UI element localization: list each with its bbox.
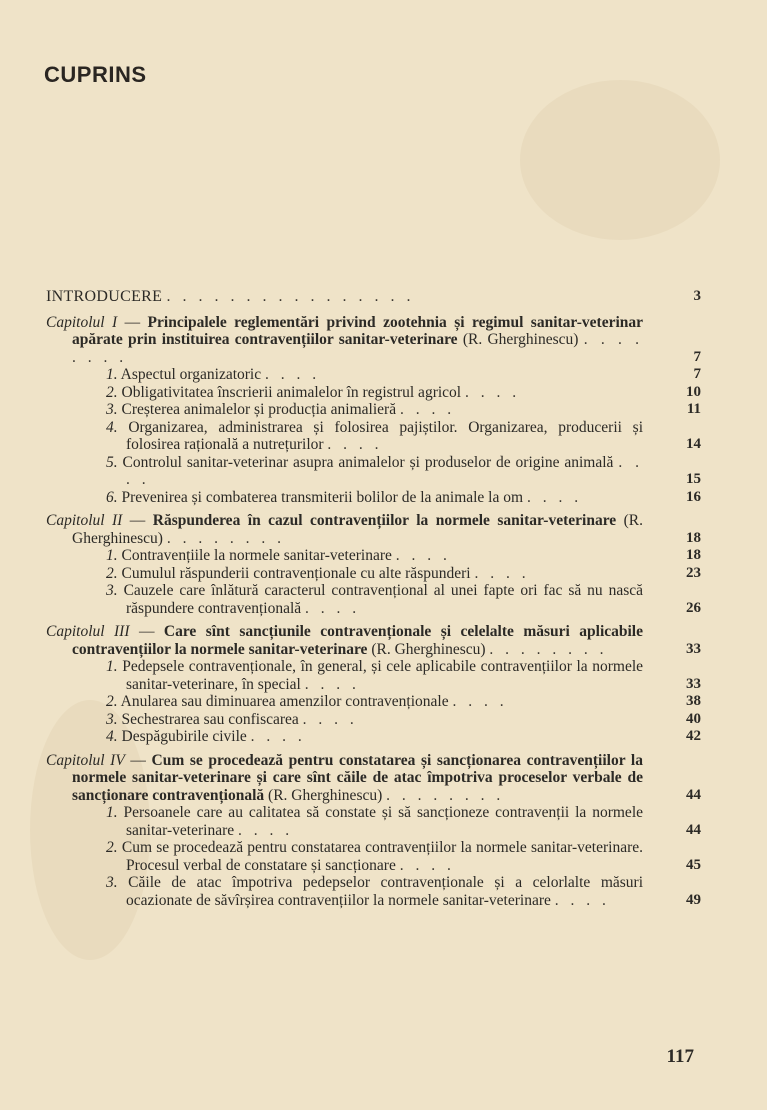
section-title: Sechestrarea sau confiscarea [121,710,299,728]
toc-section[interactable] [46,658,701,693]
introduction-label: INTRODUCERE [46,288,163,305]
page-number: 18 [686,547,701,563]
section-number: 4. [106,418,118,436]
toc-section[interactable] [46,693,701,711]
chapter-label: Capitolul III [46,623,130,640]
chapter-title: Care sînt sancțiunile contravenționale și celelalte măsuri aplicabile contravențiilor la normele sanitar-veterinare [72,623,643,658]
dot-leader: . . . . [304,675,360,693]
dot-leader: . . . . [526,488,583,506]
page-number: 7 [693,348,701,365]
dot-leader: . . . . [474,564,530,582]
section-title: Creșterea animalelor și producția animalieră [121,401,397,418]
dot-leader: . . . . [250,728,306,745]
section-number: 2. [106,839,118,856]
chapter-title: Cum se procedează pentru constatarea și sancționarea contravențiilor la normele sanitar-veterinare și care sînt căile de atac împotriva proceselor verbale de sancționare contravențională [72,751,643,804]
toc-chapter[interactable]: Capitolul I — Principalele reglementări privind zootehnia și regimul sanitar-veterinar apărate prin instituirea contravențiilor sanitar-veterinare (R. Gherghinescu) . . . . . . . . 7 [46,313,701,366]
page-number: 42 [686,728,701,744]
chapter-label: Capitolul II [46,512,123,529]
toc-section[interactable] [46,401,701,419]
section-title: Contravențiile la normele sanitar-veterinare [121,547,392,564]
dot-leader: . . . . . . . . [489,640,608,658]
section-title: Anularea sau diminuarea amenzilor contravenționale [120,693,449,710]
section-title: Cumulul răspunderii contravenționale cu alte răspunderi [121,564,471,582]
section-number: 1. [106,366,118,383]
toc-section[interactable] [46,582,701,617]
toc-chapter[interactable]: Capitolul II — Răspunderea în cazul contravențiilor la normele sanitar-veterinare (R. Gherghinescu) . . . . . . . . 18 [46,512,701,547]
toc-chapter[interactable]: Capitolul IV — Cum se procedează pentru constatarea și sancționarea contravențiilor la normele sanitar-veterinare și care sînt căile de atac împotriva proceselor verbale de sancționare contravențională (R. Gherghinescu) . . . . . . . . 44 [46,751,701,804]
section-number: 3. [106,874,118,891]
toc-section[interactable] [46,728,701,746]
dot-leader: . . . . [265,366,321,383]
section-title: Despăgubirile civile [121,728,247,745]
section-number: 2. [106,564,118,582]
dot-leader: . . . . [238,821,294,839]
toc-section[interactable] [46,366,701,384]
chapter-label: Capitolul I [46,313,118,331]
page-number: 23 [686,564,701,581]
toc-section[interactable] [46,489,701,507]
section-title: Cauzele care înlătură caracterul contravențional al unei fapte ori fac să nu nască răspundere contravențională [123,582,644,617]
section-title: Organizarea, administrarea și folosirea pajiștilor. Organizarea, producerii și folosirea rațională a nutrețurilor [126,418,643,453]
dot-leader: . . . . [399,401,456,418]
page-number: 3 [693,288,701,304]
page-number: 11 [686,401,701,417]
section-title: Pedepsele contravenționale, în general, și cele aplicabile contravențiilor la normele sanitar-veterinare, în special [122,658,644,693]
dot-leader: . . . . [395,547,451,564]
section-number: 3. [106,710,118,728]
page-folio: 117 [666,1046,694,1067]
page-number: 44 [686,786,701,803]
dot-leader: . . . . [126,453,644,488]
page-number: 18 [686,529,701,546]
toc-section[interactable] [46,547,701,565]
dot-leader: . . . . . . . . . . . . . . . . [166,288,415,305]
page-number: 33 [686,640,701,657]
chapter-author: (R. Gherghinescu) [268,786,383,804]
table-of-contents [46,288,701,909]
toc-section[interactable] [46,839,701,874]
section-number: 4. [106,728,118,745]
page-number: 33 [686,675,701,692]
dot-leader: . . . . [302,710,358,728]
page-number: 16 [686,488,701,505]
section-number: 2. [106,383,118,401]
chapter-author: (R. Gherghinescu) [371,640,486,658]
page-number: 49 [686,891,701,908]
page-number: 26 [686,599,701,616]
dot-leader: . . . . [399,856,455,874]
page-number: 15 [686,471,701,487]
page-number: 14 [686,436,701,452]
section-title: Obligativitatea înscrierii animalelor în registrul agricol [121,383,462,401]
dot-leader: . . . . . . . . [386,786,505,804]
chapter-label: Capitolul IV [46,751,125,769]
section-number: 1. [106,658,118,675]
toc-chapter[interactable]: Capitolul III — Care sînt sancțiunile contravenționale și celelalte măsuri aplicabile contravențiilor la normele sanitar-veterinare (R. Gherghinescu) . . . . . . . . 33 [46,623,701,658]
section-title: Persoanele care au calitatea să constate și să sancționeze contravenții la normele sanitar-veterinare [123,804,643,839]
dot-leader: . . . . [305,599,361,617]
section-number: 6. [106,488,118,506]
page-number: 45 [686,856,701,873]
section-title: Aspectul organizatoric [120,366,262,383]
section-number: 1. [106,547,118,564]
section-title: Cum se procedează pentru constatarea contravențiilor la normele sanitar-veterinare. Procesul verbal de constatare și sancționare [121,839,643,874]
dot-leader: . . . . [554,891,610,909]
chapter-author: (R. Gherghinescu) [72,512,644,547]
dot-leader: . . . . [327,436,383,453]
toc-entry-introduction[interactable] [46,288,701,306]
page-title: CUPRINS [44,62,147,87]
toc-section[interactable] [46,804,701,839]
page-number: 10 [686,383,701,400]
dot-leader: . . . . . . . . [166,529,285,547]
toc-section[interactable] [46,565,701,583]
toc-section[interactable] [46,711,701,729]
paper-stain [520,80,720,240]
page-number: 7 [693,366,701,382]
section-title: Prevenirea și combaterea transmiterii bolilor de la animale la om [121,488,524,506]
toc-section[interactable] [46,419,701,454]
dot-leader: . . . . . . . . [72,331,644,366]
toc-section[interactable] [46,384,701,402]
page-number: 38 [686,693,701,709]
section-number: 3. [106,582,118,599]
chapter-author: (R. Gherghinescu) [462,331,579,348]
section-number: 1. [106,804,118,821]
section-number: 3. [106,401,118,418]
page-number: 44 [686,821,701,838]
page-number: 40 [686,710,701,727]
section-title: Controlul sanitar-veterinar asupra animalelor și produselor de origine animală [122,453,614,471]
section-number: 2. [106,693,118,710]
toc-section[interactable] [46,454,701,489]
section-title: Căile de atac împotriva pedepselor contravenționale și a celorlalte măsuri ocazionate de săvîrșirea contravențiilor la normele sanitar-veterinare [126,874,644,909]
section-number: 5. [106,453,118,471]
dot-leader: . . . . [464,383,521,401]
chapter-title: Răspunderea în cazul contravențiilor la normele sanitar-veterinare [152,512,617,529]
chapter-title: Principalele reglementări privind zootehnia și regimul sanitar-veterinar apărate prin instituirea contravențiilor sanitar-veterinare [72,313,644,348]
toc-section[interactable] [46,874,701,909]
dot-leader: . . . . [452,693,508,710]
